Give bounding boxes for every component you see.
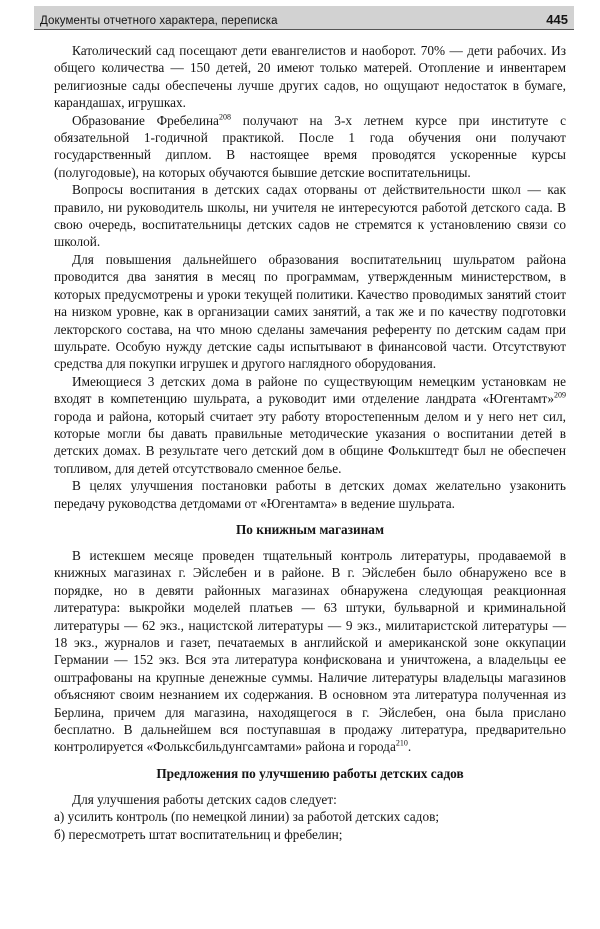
section-heading-bookstores: По книжным магазинам bbox=[235, 521, 385, 537]
page-body bbox=[54, 42, 566, 843]
paragraph-text: Образование Фребелина bbox=[72, 112, 219, 128]
footnote-ref: 210 bbox=[395, 739, 408, 749]
paragraph: Вопросы воспитания в детских садах оторваны от действительности школ — как правило, ни руководитель школы, ни учителя не интересуются работой детского сада. В свою очередь, воспитательницы детских садов не стремятся к установлению связи со школой. bbox=[54, 182, 566, 250]
page-number: 445 bbox=[546, 12, 568, 27]
paragraph-text: города и района, который считает эту работу второстепенным делом и у него нет сил, которые могли бы давать правильные методические указания о воспитании детей в детских домах. В результате чего детский дом в общине Фолькштедт был не обеспечен топливом, для детей отсутствовало сменное белье. bbox=[54, 408, 566, 476]
running-title: Документы отчетного характера, переписка bbox=[40, 15, 278, 27]
paragraph bbox=[54, 373, 566, 477]
paragraph-text: получают на 3-х летнем курсе при институте с обязательной 1-годичной практикой. После 1 года обучения они получают государственный диплом. В настоящее время проводятся ускоренные курсы (полугодовые), на которых обучаются бывшие детские воспитательницы. bbox=[54, 112, 566, 180]
paragraph bbox=[54, 112, 566, 182]
list-item: а) усилить контроль (по немецкой линии) за работой детских садов; bbox=[54, 809, 440, 825]
paragraph bbox=[54, 547, 566, 756]
list-item: б) пересмотреть штат воспитательниц и фребелин; bbox=[54, 826, 343, 842]
list-intro: Для улучшения работы детских садов следует: bbox=[72, 791, 337, 807]
footnote-ref: 209 bbox=[554, 390, 566, 400]
footnote-ref: 208 bbox=[218, 112, 231, 122]
paragraph: В целях улучшения постановки работы в детских домах желательно узаконить передачу руководства детдомами от «Югентамта» в ведение шульрата. bbox=[54, 478, 566, 511]
paragraph-text: Имеющиеся 3 детских дома в районе по существующим немецким установкам не входят в компетенцию шульрата, а руководит ими отделение ландрата «Югентамт» bbox=[54, 373, 566, 407]
paragraph-text: . bbox=[407, 739, 412, 755]
paragraph: Католический сад посещают дети евангелистов и наоборот. 70% — дети рабочих. Из общего количества — 150 детей, 20 имеют только матерей. Отопление и инвентарем религиозные сады обеспечены лучше других садов, но ощущают недостаток в бумаге, карандашах, игрушках. bbox=[54, 43, 566, 111]
paragraph: Для повышения дальнейшего образования воспитательниц шульратом района проводится два занятия в месяц по программам, утвержденным министерством, в которых предусмотрены и уроки текущей политики. Качество проводимых занятий стоит на низком уровне, как в организации самих занятий, а так же и по качеству подготовки лекторского состава, на что мною сделаны замечания референту по детским садам при шульрате. Особую нужду детские сады испытывают в финансовой части. Отсутствуют средства для покупки игрушек и другого наглядного оборудования. bbox=[54, 251, 566, 372]
paragraph-text: В истекшем месяце проведен тщательный контроль литературы, продаваемой в книжных магазинах г. Эйслебен и в районе. В г. Эйслебен было обнаружено все в порядке, но в девяти районных магазинах обнаружена следующая реакционная литература: выкройки моделей платьев — 63 штуки, бульварной и криминальной литературы — 62 экз., нацистской литературы — 9 экз., милитаристской литературы — 18 экз., журналов и газет, печатаемых в английской и американской зоне оккупации Германии — 152 экз. Вся эта литература конфискована и уничтожена, а владельцы ее оштрафованы на крупные денежные суммы. Наличие литературы владельцы магазинов объясняют своим незнанием их содержания. В основном эта литература полученная из Берлина, причем для магазина, находящегося в г. Эйслебен, она была прислано бесплатно. В дальнейшем вся поступавшая в продажу литература, предварительно контролируется «Фольксбильдунгсамтами» района и города bbox=[54, 547, 566, 755]
section-heading-proposals: Предложения по улучшению работы детских садов bbox=[156, 765, 464, 781]
running-header bbox=[34, 6, 574, 30]
